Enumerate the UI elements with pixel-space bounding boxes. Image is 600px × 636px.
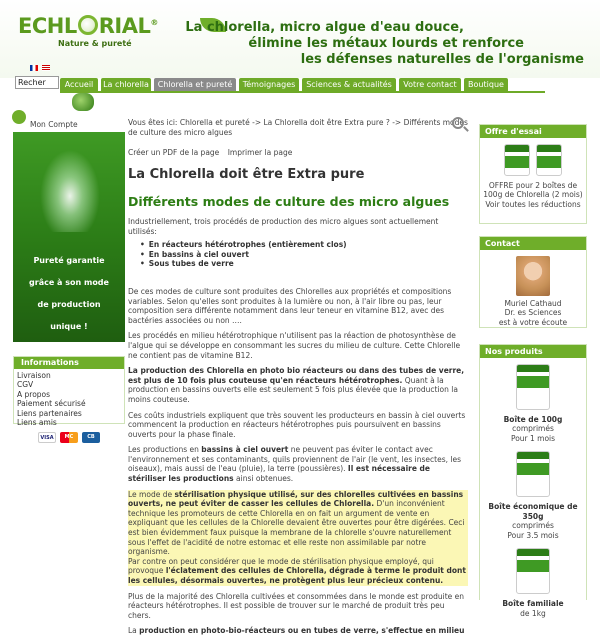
contact-name: Muriel Cathaud bbox=[504, 298, 562, 308]
product-detail: de 1kg bbox=[520, 608, 546, 618]
tab-sciences-actualites[interactable]: Sciences & actualités bbox=[302, 78, 396, 91]
product-detail: Pour 1 mois bbox=[510, 433, 556, 443]
logo-wordmark: ECHL RIAL® bbox=[18, 14, 158, 38]
trial-offer-title: Offre d'essai bbox=[480, 125, 586, 138]
paragraph: Les procédés en milieu hétérotrophique n'utilisent pas la réaction de photosynthèse de l'algue qui se développe en consommant les sucres du milieu de culture. Cette Chlorelle ne contient pas de vitamine B12. bbox=[128, 331, 461, 360]
print-page-link[interactable]: Imprimer la page bbox=[227, 148, 293, 157]
info-link[interactable]: Liens partenaires bbox=[17, 408, 82, 418]
product-jar-image[interactable] bbox=[516, 364, 550, 410]
tab-temoignages[interactable]: Témoignages bbox=[239, 78, 299, 91]
product-name[interactable]: Boîte familiale bbox=[502, 598, 564, 608]
promo-line: grâce à son mode bbox=[29, 278, 109, 287]
info-box-title: Informations bbox=[14, 357, 124, 369]
promo-line: Pureté garantie bbox=[33, 256, 105, 265]
account-label: Mon Compte bbox=[30, 120, 78, 129]
page-subtitle: Différents modes de culture des micro algues bbox=[128, 194, 450, 209]
paragraph: La production des Chlorella en photo bio réacteurs ou dans des tubes de verre, est plus de 10 fois plus couteuse qu'en réacteurs hétérotrophes. Quant à la production en bassins ouverts elle est seulement 5 fois plus élevée que la production la moins couteuse. bbox=[128, 366, 465, 404]
tab-chlorella-et-purete[interactable]: Chlorella et pureté bbox=[154, 78, 236, 91]
water-splash-image bbox=[35, 142, 105, 232]
tab-accueil[interactable]: Accueil bbox=[60, 78, 98, 91]
tab-boutique[interactable]: Boutique bbox=[464, 78, 508, 91]
mastercard-icon: MC bbox=[60, 432, 78, 443]
product-detail: Pour 3.5 mois bbox=[507, 530, 559, 540]
product-name[interactable]: Boîte économique de 350g bbox=[488, 501, 578, 521]
contact-box bbox=[479, 236, 587, 328]
info-link[interactable]: Liens amis bbox=[17, 418, 57, 428]
paragraph: Plus de la majorité des Chlorella cultivées et consommées dans le monde est produite en réacteurs hétérotrophes. Il est possible de trouver sur le marché de produit très peu chers. bbox=[128, 591, 465, 620]
flag-en-icon[interactable] bbox=[42, 65, 50, 71]
page-tools bbox=[128, 148, 468, 157]
trial-offer-box bbox=[479, 124, 587, 224]
breadcrumb: Vous êtes ici: Chlorella et pureté -> La Chlorella doit être Extra pure ? -> Différents modes de culture des micro algues bbox=[128, 118, 468, 137]
magnifier-icon[interactable] bbox=[452, 117, 464, 129]
list-item: • Sous tubes de verre bbox=[140, 259, 468, 269]
page-title: La Chlorella doit être Extra pure bbox=[128, 167, 365, 182]
logo-tagline: Nature & pureté bbox=[58, 39, 132, 48]
contact-role: Dr. es Sciences bbox=[504, 308, 562, 318]
user-icon bbox=[12, 110, 26, 124]
product-jar-image bbox=[504, 144, 530, 176]
product-detail: comprimés bbox=[512, 521, 554, 531]
info-box bbox=[13, 356, 125, 428]
product-jar-image bbox=[536, 144, 562, 176]
tab-la-chlorella[interactable]: La chlorella bbox=[101, 78, 151, 91]
search-input[interactable] bbox=[15, 76, 59, 89]
site-logo[interactable] bbox=[18, 14, 158, 48]
paragraph: Ces coûts industriels expliquent que très souvent les producteurs en bassin à ciel ouverts commencent la production en réacteurs hétérotrophes puis poursuivent en bassins ouverts pour la phase finale. bbox=[128, 410, 466, 439]
promo-line: de production bbox=[37, 300, 101, 309]
nav-underline bbox=[60, 91, 545, 93]
cb-card-icon: CB bbox=[82, 432, 100, 443]
intro-paragraph: Industriellement, trois procédés de production des micro algues sont actuellement utilisés: bbox=[128, 217, 439, 236]
payment-cards bbox=[38, 432, 100, 443]
highlighted-paragraph: Le mode de stérilisation physique utilisé, sur des chlorelles cultivées en bassins ouverts, ne peut éviter de casser les cellules de Chlorella. D'un inconvénient technique les promoteurs de cette Chlorella en on fait un argument de vente en expliquant que les cellules de la Chlorelle devaient être ouvertes pour être digérées. Ceci est bien évidemment faux puisque la membrane de la chlorelle s'ouvre naturellement sous l'effet de l'acidité de notre estomac et elle reste non assimilable par notre organisme. Par contre on peut considérer que le mode de stérilisation physique employé, qui provoque l'éclatement des cellules de Chlorella, dégrade à terme le produit dont les cellules, désormais ouvertes, ne protègent plus leur précieux contenu. bbox=[128, 490, 468, 586]
paragraph: Les productions en bassins à ciel ouvert ne peuvent pas éviter le contact avec l'environnement et ses contaminants, quils proviennent de l'air (le vent, les insectes, les oiseaux), mais aussi de l'eau (pluie), la terre (poussières). Il est nécessaire de stériliser les productions ainsi obtenues. bbox=[128, 445, 461, 484]
info-link[interactable]: Paiement sécurisé bbox=[17, 399, 86, 409]
product-detail: comprimés bbox=[512, 424, 554, 434]
slogan-line: La chlorella, micro algue d'eau douce, bbox=[185, 20, 464, 35]
flag-fr-icon[interactable] bbox=[30, 65, 38, 71]
product-name[interactable]: Boîte de 100g bbox=[503, 414, 563, 424]
trial-offer-text: OFFRE pour 2 boîtes de 100g de Chlorella (2 mois) bbox=[483, 180, 583, 200]
slogan-line: élimine les métaux lourds et renforce bbox=[248, 36, 524, 51]
info-link[interactable]: CGV bbox=[17, 380, 34, 390]
all-discounts-link[interactable]: Voir toutes les réductions bbox=[485, 199, 581, 209]
promo-banner bbox=[13, 132, 125, 342]
paragraph: De ces modes de culture sont produites des Chlorelles aux propriétés et compositions variables. Selon qu'elles sont produites à la lumière ou non, à l'air libre ou pas, leur composition sera différente notamment dans leur teneur en vitamine B12, avec des bactéries associées ou non …. bbox=[128, 286, 452, 325]
list-item: • En réacteurs hétérotrophes (entièrement clos) bbox=[140, 240, 468, 250]
contact-photo bbox=[516, 256, 550, 296]
contact-note: est à votre écoute bbox=[498, 317, 568, 327]
product-jar-image[interactable] bbox=[516, 451, 550, 497]
promo-line: unique ! bbox=[50, 322, 88, 331]
main-content bbox=[128, 118, 468, 636]
visa-card-icon: VISA bbox=[38, 432, 56, 443]
create-pdf-link[interactable]: Créer un PDF de la page bbox=[128, 148, 220, 157]
paragraph: La production en photo-bio-réacteurs ou en tubes de verre, s'effectue en milieu bbox=[128, 626, 465, 636]
products-title: Nos produits bbox=[480, 345, 586, 358]
main-nav bbox=[60, 78, 508, 91]
products-box bbox=[479, 344, 587, 618]
info-link[interactable]: A propos bbox=[17, 389, 51, 399]
chlorella-pill-image bbox=[72, 93, 94, 111]
logo-circle-icon bbox=[78, 15, 98, 35]
language-selector bbox=[30, 64, 51, 73]
info-link[interactable]: Livraison bbox=[17, 371, 51, 380]
product-jar-image[interactable] bbox=[516, 548, 550, 594]
header-slogan bbox=[185, 20, 584, 68]
process-list bbox=[140, 240, 468, 269]
list-item: • En bassins à ciel ouvert bbox=[140, 250, 468, 260]
contact-title: Contact bbox=[480, 237, 586, 250]
site-header bbox=[0, 0, 600, 78]
tab-votre-contact[interactable]: Votre contact bbox=[399, 78, 461, 91]
slogan-line: les défenses naturelles de l'organisme bbox=[300, 52, 584, 67]
